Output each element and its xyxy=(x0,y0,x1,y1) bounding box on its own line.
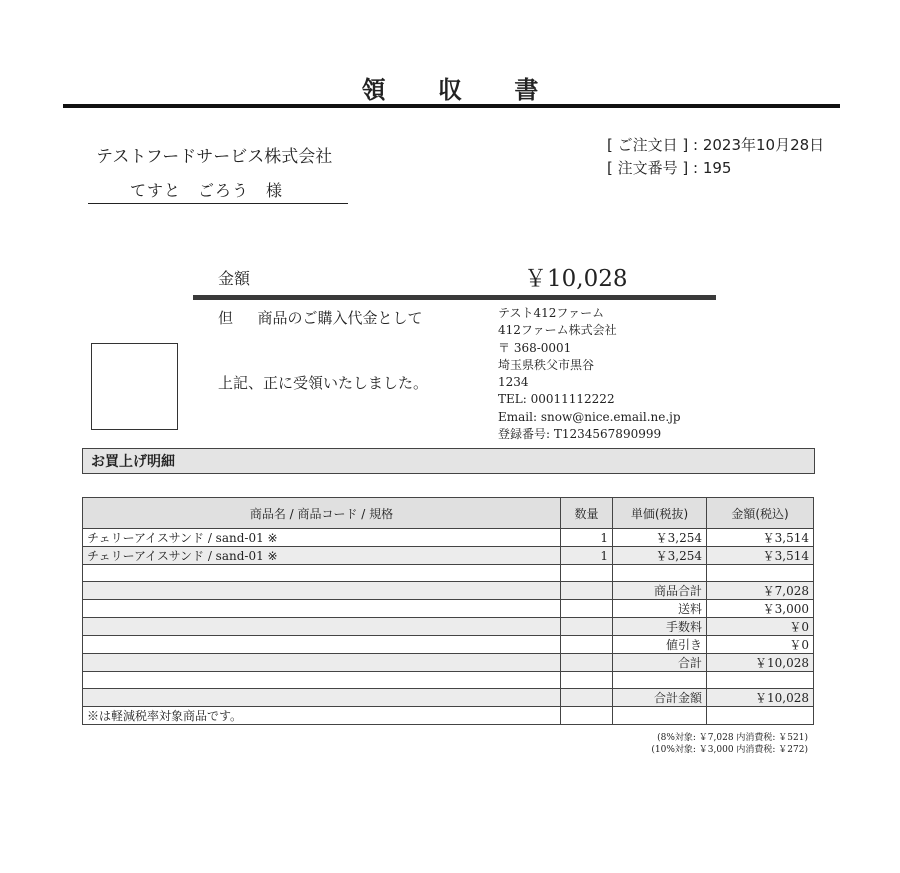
summary-label: 合計 xyxy=(613,654,707,672)
col-header-qty: 数量 xyxy=(561,498,613,529)
proviso-text: 但 商品のご購入代金として xyxy=(218,309,423,327)
customer-underline xyxy=(88,203,348,204)
summary-value xyxy=(707,672,814,689)
shop-name: テスト412ファーム xyxy=(498,306,605,320)
order-number: [ 注文番号 ] : 195 xyxy=(607,159,732,177)
amount-underline xyxy=(193,295,716,300)
summary-row xyxy=(83,636,814,654)
shop-registration: 登録番号: T1234567890999 xyxy=(498,427,662,442)
col-header-name: 商品名 / 商品コード / 規格 xyxy=(83,498,561,529)
item-unit-price: ￥3,254 xyxy=(613,529,707,547)
shop-corp: 412ファーム株式会社 xyxy=(498,323,617,338)
summary-value: ￥10,028 xyxy=(707,654,814,672)
document-title: 領 収 書 xyxy=(361,76,561,104)
summary-row xyxy=(83,618,814,636)
note-row xyxy=(83,707,814,725)
item-name: チェリーアイスサンド / sand-01 ※ xyxy=(83,547,561,565)
summary-label: 商品合計 xyxy=(613,582,707,600)
shop-tel: TEL: 00011112222 xyxy=(498,392,615,407)
item-qty: 1 xyxy=(561,529,613,547)
summary-row xyxy=(83,689,814,707)
table-row xyxy=(83,529,814,547)
summary-label: 手数料 xyxy=(613,618,707,636)
items-table xyxy=(82,497,814,725)
summary-value: ￥0 xyxy=(707,618,814,636)
item-name: チェリーアイスサンド / sand-01 ※ xyxy=(83,529,561,547)
reduced-tax-note: ※は軽減税率対象商品です。 xyxy=(83,707,561,725)
item-unit-price: ￥3,254 xyxy=(613,547,707,565)
col-header-unit: 単価(税抜) xyxy=(613,498,707,529)
shop-address: 埼玉県秩父市黒谷 xyxy=(498,357,595,372)
summary-row xyxy=(83,582,814,600)
tax-note-10: (10%対象: ￥3,000 内消費税: ￥272) xyxy=(651,745,808,755)
section-header: お買上げ明細 xyxy=(82,448,815,474)
summary-label xyxy=(613,672,707,689)
col-header-total: 金額(税込) xyxy=(707,498,814,529)
amount-label: 金額 xyxy=(218,269,251,288)
table-header-row xyxy=(83,498,814,529)
blank-row xyxy=(83,565,814,582)
summary-value: ￥7,028 xyxy=(707,582,814,600)
shop-info xyxy=(498,305,681,443)
summary-row xyxy=(83,600,814,618)
item-qty: 1 xyxy=(561,547,613,565)
amount-value: ￥10,028 xyxy=(524,266,628,292)
summary-value: ￥3,000 xyxy=(707,600,814,618)
customer-name: てすと ごろう 様 xyxy=(130,181,284,200)
shop-address-2: 1234 xyxy=(498,375,529,390)
table-row xyxy=(83,547,814,565)
summary-label: 送料 xyxy=(613,600,707,618)
item-total: ￥3,514 xyxy=(707,529,814,547)
received-text: 上記、正に受領いたしました。 xyxy=(218,374,429,392)
item-total: ￥3,514 xyxy=(707,547,814,565)
summary-row xyxy=(83,672,814,689)
summary-label: 合計金額 xyxy=(613,689,707,707)
tax-note-8: (8%対象: ￥7,028 内消費税: ￥521) xyxy=(657,733,808,743)
summary-value: ￥10,028 xyxy=(707,689,814,707)
title-underline xyxy=(63,104,840,108)
stamp-box xyxy=(91,343,178,430)
shop-postal: 〒 368-0001 xyxy=(498,340,572,355)
summary-label: 値引き xyxy=(613,636,707,654)
summary-row xyxy=(83,654,814,672)
order-date: [ ご注文日 ] : 2023年10月28日 xyxy=(607,136,825,154)
shop-email: Email: snow@nice.email.ne.jp xyxy=(498,409,681,424)
customer-company: テストフードサービス株式会社 xyxy=(96,147,333,167)
summary-value: ￥0 xyxy=(707,636,814,654)
